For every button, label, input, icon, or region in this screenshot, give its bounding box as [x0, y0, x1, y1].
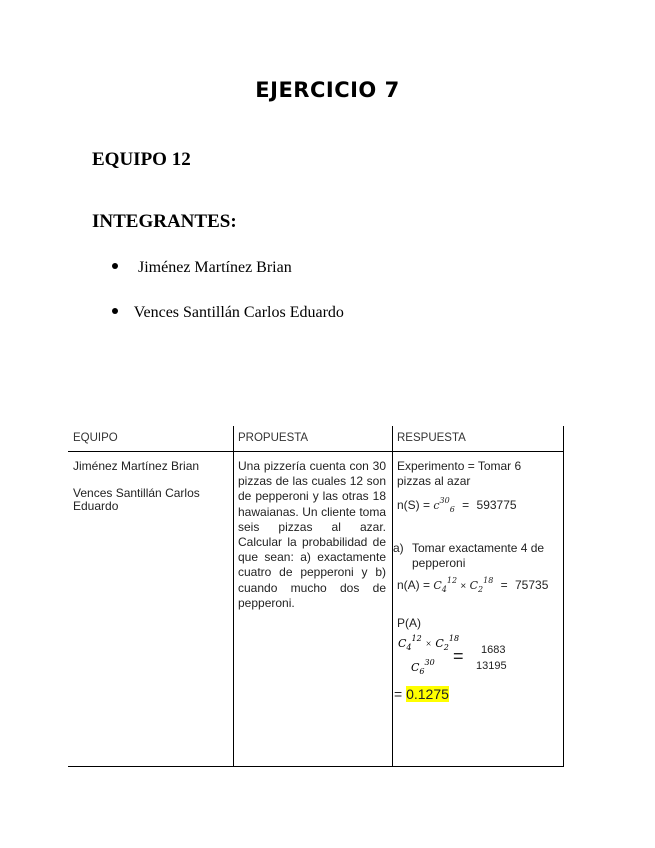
header-respuesta: RESPUESTA: [397, 432, 466, 444]
column-divider: [392, 426, 393, 766]
experiment-text: Experimento = Tomar 6 pizzas al azar: [397, 459, 522, 488]
eq-sign: =: [500, 578, 508, 592]
fraction-numerator: 1683: [481, 644, 506, 656]
bullet-icon: [112, 263, 118, 269]
part-a-text: Tomar exactamente 4 de pepperoni: [412, 541, 545, 570]
combination-symbol: $C_2^{18}$: [435, 634, 460, 652]
members-heading: INTEGRANTES:: [92, 211, 237, 232]
fraction-eq-sign: =: [453, 646, 464, 666]
table-header-divider: [68, 451, 564, 452]
header-propuesta: PROPUESTA: [238, 432, 309, 444]
ns-value: 593775: [476, 498, 517, 512]
bullet-icon: [112, 308, 118, 314]
sample-space-line: [397, 498, 517, 514]
table-right-border: [563, 426, 564, 767]
member-item: [112, 304, 344, 322]
combination-symbol: $c^{30}_6$: [433, 496, 455, 514]
combination-symbol: $C_4^{12}$: [433, 576, 458, 594]
probability-denominator: [411, 658, 435, 676]
part-a-marker: a): [393, 541, 404, 555]
event-count-line: $n(A) = C_4^{12} \times C_2^{18} = 75735$: [397, 576, 549, 594]
member-item: [112, 259, 292, 277]
combination-symbol: $C_2^{18}$: [469, 576, 494, 594]
na-label: n(A) =: [397, 578, 431, 592]
probability-label: P(A): [397, 616, 421, 630]
eq-sign: =: [462, 498, 470, 512]
fraction-denominator: 13195: [476, 660, 507, 672]
probability-numerator: $C_4^{12} \times C_2^{18}$: [398, 634, 460, 652]
na-value: 75735: [515, 578, 549, 592]
team-name: EQUIPO 12: [92, 149, 191, 170]
proposal-text: Una pizzería cuenta con 30 pizzas de las cuales 12 son de pepperoni y las otras 18 hawaianas. Un cliente toma seis pizzas al azar. Calcular la probabilidad de que sean: a) exactamente cuatro de pepperoni y b) cuando mucho dos de pepperoni.: [238, 459, 386, 610]
page-title: EJERCICIO 7: [255, 78, 400, 102]
result-line: [394, 686, 449, 702]
combination-symbol: $C_6^{30}$: [411, 658, 435, 676]
team-member-cell: Vences Santillán Carlos Eduardo: [73, 486, 200, 513]
combination-symbol: $C_4^{12}$: [398, 634, 422, 652]
result-value: 0.1275: [406, 686, 449, 702]
table-bottom-border: [68, 766, 564, 767]
member-name: Vences Santillán Carlos Eduardo: [133, 304, 344, 321]
ns-label: n(S) =: [397, 498, 431, 512]
column-divider: [233, 426, 234, 766]
team-member-cell: Jiménez Martínez Brian: [73, 459, 200, 473]
member-name: Jiménez Martínez Brian: [138, 259, 292, 276]
header-equipo: EQUIPO: [73, 432, 118, 444]
result-prefix: =: [394, 686, 403, 702]
